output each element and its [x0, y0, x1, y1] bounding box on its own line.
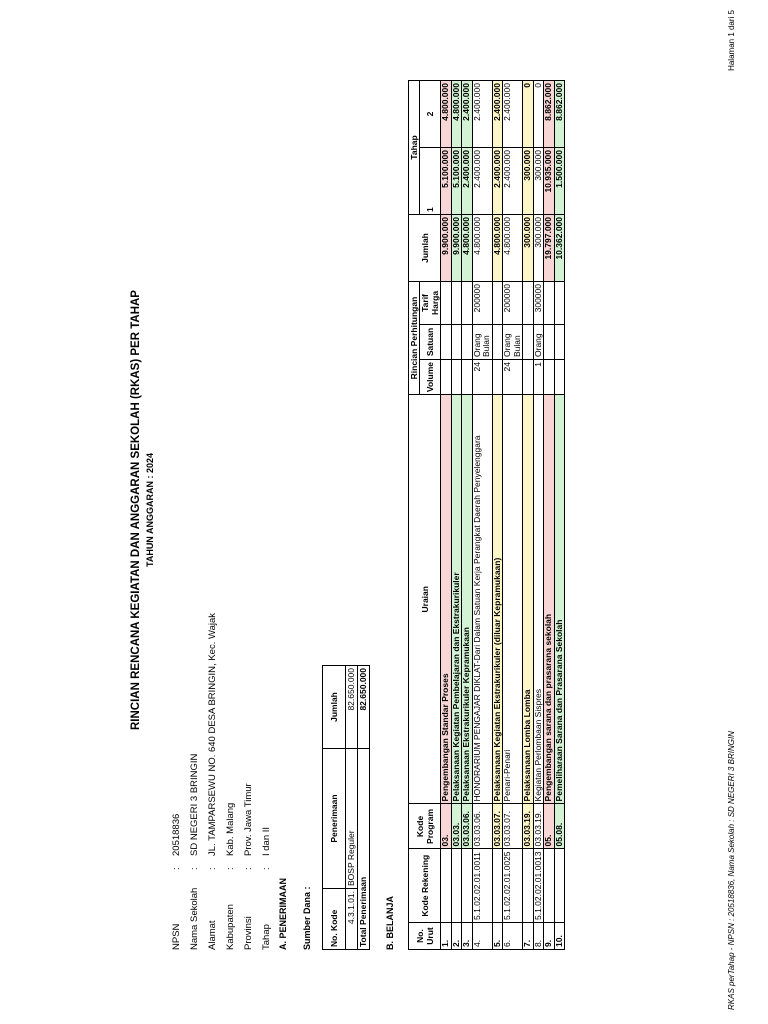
info-row: Provinsi:Prov. Jawa Timur [243, 783, 254, 950]
cell-no: 1. [441, 923, 452, 950]
cell-tarif: 300000 [533, 282, 544, 325]
cell-rek [492, 849, 503, 923]
cell-sat [523, 325, 534, 360]
cell-t2: 4.800.000 [451, 81, 462, 148]
col-satuan: Satuan [420, 325, 441, 360]
cell-vol [462, 360, 473, 395]
cell-uraian: Penari-Penari [503, 395, 523, 804]
cell-vol [451, 360, 462, 395]
col-penerimaan: Penerimaan [323, 749, 346, 889]
cell-rek: 5.1.02.02.01.0013 [533, 849, 544, 923]
cell-sat [492, 325, 503, 360]
cell-t1: 2.400.000 [503, 148, 523, 215]
cell-uraian: Pelaksanaan Ekstrakurikuler Kepramukaan [462, 395, 473, 804]
table-row [523, 81, 534, 950]
cell-vol: 1 [533, 360, 544, 395]
cell-prog: 03.03. [451, 804, 462, 849]
col-tahap-2: 2 [420, 81, 441, 148]
footer-left: RKAS perTahap - NPSN : 20518836, Nama Sekolah : SD NEGERI 3 BRINGIN [727, 731, 736, 1010]
col-no: No. Urut [409, 923, 441, 950]
cell-t1: 5.100.000 [451, 148, 462, 215]
col-kode: No. Kode [323, 889, 346, 950]
table-row [544, 81, 555, 950]
cell-jumlah: 19.797.000 [544, 215, 555, 282]
cell-sat: Orang [533, 325, 544, 360]
cell-t2: 2.400.000 [472, 81, 492, 148]
col-uraian: Uraian [409, 395, 441, 804]
cell-jumlah: 4.800.000 [462, 215, 473, 282]
col-kode-rekening: Kode Rekening [409, 849, 441, 923]
cell-t1: 300.000 [533, 148, 544, 215]
total-row: Total Penerimaan 82.650.000 [358, 666, 370, 950]
cell-vol: 24 [503, 360, 523, 395]
cell-no: 7. [523, 923, 534, 950]
cell-t1: 1.500.000 [554, 148, 565, 215]
cell-rek [554, 849, 565, 923]
cell-t2: 2.400.000 [503, 81, 523, 148]
cell-rek [441, 849, 452, 923]
cell-no: 2. [451, 923, 462, 950]
col-volume: Volume [420, 360, 441, 395]
cell-uraian: Pengembangan Standar Proses [441, 395, 452, 804]
table-row [503, 81, 523, 950]
cell-jumlah: 9.900.000 [451, 215, 462, 282]
cell-rek [451, 849, 462, 923]
info-row: Nama Sekolah:SD NEGERI 3 BRINGIN [189, 753, 200, 950]
cell-jumlah: 300.000 [523, 215, 534, 282]
cell-prog: 03.03.06. [472, 804, 492, 849]
cell-uraian: Pengembangan sarana dan prasarana sekolah [544, 395, 555, 804]
cell-rek [544, 849, 555, 923]
cell-uraian: Kegiatan Perlombaan Sispres [533, 395, 544, 804]
section-belanja: B. BELANJA [385, 895, 395, 950]
cell-prog: 03.03.07. [503, 804, 523, 849]
cell-t1: 10.935.000 [544, 148, 555, 215]
cell-prog: 03.03.19. [533, 804, 544, 849]
cell-uraian: Pelaksanaan Kegiatan Pembelajaran dan Ekstrakurikuler [451, 395, 462, 804]
cell-rek: 5.1.02.02.01.0025 [503, 849, 523, 923]
cell-prog: 03.03.07. [492, 804, 503, 849]
cell-no: 8. [533, 923, 544, 950]
cell-vol [544, 360, 555, 395]
cell-rek [523, 849, 534, 923]
belanja-table [408, 80, 565, 950]
penerimaan-table [322, 665, 370, 950]
cell-uraian: Pemeliharaan Sarana dan Prasarana Sekolah [554, 395, 565, 804]
cell-t2: 2.400.000 [462, 81, 473, 148]
sumber-dana-label: Sumber Dana : [302, 886, 312, 950]
cell-t1: 300.000 [523, 148, 534, 215]
cell-no: 10. [554, 923, 565, 950]
cell-uraian: Pelaksanaan Lomba Lomba [523, 395, 534, 804]
table-row: 4.3.1.01. BOSP Reguler 82.650.000 [346, 666, 358, 950]
document-page [130, 10, 768, 1010]
cell-no: 5. [492, 923, 503, 950]
col-kode-program: Kode Program [409, 804, 441, 849]
col-jumlah: Jumlah [323, 666, 346, 749]
cell-t1: 2.400.000 [462, 148, 473, 215]
cell-prog: 05. [544, 804, 555, 849]
cell-tarif [492, 282, 503, 325]
cell-t2: 8.862.000 [554, 81, 565, 148]
table-row [451, 81, 462, 950]
cell-no: 4. [472, 923, 492, 950]
table-row [462, 81, 473, 950]
cell-vol [554, 360, 565, 395]
cell-tarif: 200000 [503, 282, 523, 325]
info-row: Kabupaten:Kab. Malang [225, 802, 236, 950]
cell-uraian: Pelaksanaan Kegiatan Ekstrakurikuler (diluar Kepramukaan) [492, 395, 503, 804]
info-row: Alamat:JL. TAMPARSEWU NO. 640 DESA BRINGIN, Kec. Wajak [207, 612, 218, 950]
table-row [472, 81, 492, 950]
col-rincian: Rincian Perhitungan [409, 282, 420, 395]
cell-t2: 4.800.000 [441, 81, 452, 148]
cell-prog: 03.03.19. [523, 804, 534, 849]
cell-t2: 0 [523, 81, 534, 148]
document-subtitle: TAHUN ANGGARAN : 2024 [145, 453, 155, 568]
cell-jumlah: 4.800.000 [492, 215, 503, 282]
cell-tarif: 200000 [472, 282, 492, 325]
cell-t1: 2.400.000 [492, 148, 503, 215]
cell-tarif [544, 282, 555, 325]
cell-tarif [554, 282, 565, 325]
section-penerimaan: A. PENERIMAAN [278, 877, 288, 950]
table-row [492, 81, 503, 950]
info-row: NPSN:20518836 [171, 813, 182, 950]
cell-tarif [441, 282, 452, 325]
cell-jumlah: 300.000 [533, 215, 544, 282]
cell-prog: 03.03.06. [462, 804, 473, 849]
cell-t2: 2.400.000 [492, 81, 503, 148]
cell-jumlah: 10.362.000 [554, 215, 565, 282]
cell-rek: 5.1.02.02.01.0011 [472, 849, 492, 923]
cell-vol: 24 [472, 360, 492, 395]
footer-right: Halaman 1 dari 5 [727, 10, 736, 71]
cell-tarif [451, 282, 462, 325]
cell-prog: 05.08. [554, 804, 565, 849]
cell-sat [441, 325, 452, 360]
cell-uraian: HONORARIUM PENGAJAR DIKLAT-Dari Dalam Satuan Kerja Perangkat Daerah Penyelenggara [472, 395, 492, 804]
cell-jumlah: 4.800.000 [472, 215, 492, 282]
cell-sat: Orang Bulan [472, 325, 492, 360]
cell-t1: 5.100.000 [441, 148, 452, 215]
table-row [441, 81, 452, 950]
col-tahap: Tahap [409, 81, 420, 215]
cell-jumlah: 4.800.000 [503, 215, 523, 282]
cell-jumlah: 9.900.000 [441, 215, 452, 282]
cell-sat [462, 325, 473, 360]
cell-prog: 03. [441, 804, 452, 849]
cell-vol [492, 360, 503, 395]
cell-t1: 2.400.000 [472, 148, 492, 215]
cell-t2: 0 [533, 81, 544, 148]
cell-tarif [462, 282, 473, 325]
cell-sat [451, 325, 462, 360]
cell-no: 3. [462, 923, 473, 950]
cell-no: 9. [544, 923, 555, 950]
cell-sat [544, 325, 555, 360]
school-info [168, 613, 276, 950]
col-jumlah: Jumlah [409, 215, 441, 282]
cell-sat [554, 325, 565, 360]
cell-tarif [523, 282, 534, 325]
table-row [554, 81, 565, 950]
document-title: RINCIAN RENCANA KEGIATAN DAN ANGGARAN SEKOLAH (RKAS) PER TAHAP [130, 290, 142, 730]
cell-t2: 8.862.000 [544, 81, 555, 148]
cell-vol [523, 360, 534, 395]
cell-vol [441, 360, 452, 395]
col-tarif: Tarif Harga [420, 282, 441, 325]
info-row: Tahap:I dan II [261, 826, 272, 950]
table-row [533, 81, 544, 950]
cell-no: 6. [503, 923, 523, 950]
col-tahap-1: 1 [420, 148, 441, 215]
cell-sat: Orang Bulan [503, 325, 523, 360]
cell-rek [462, 849, 473, 923]
